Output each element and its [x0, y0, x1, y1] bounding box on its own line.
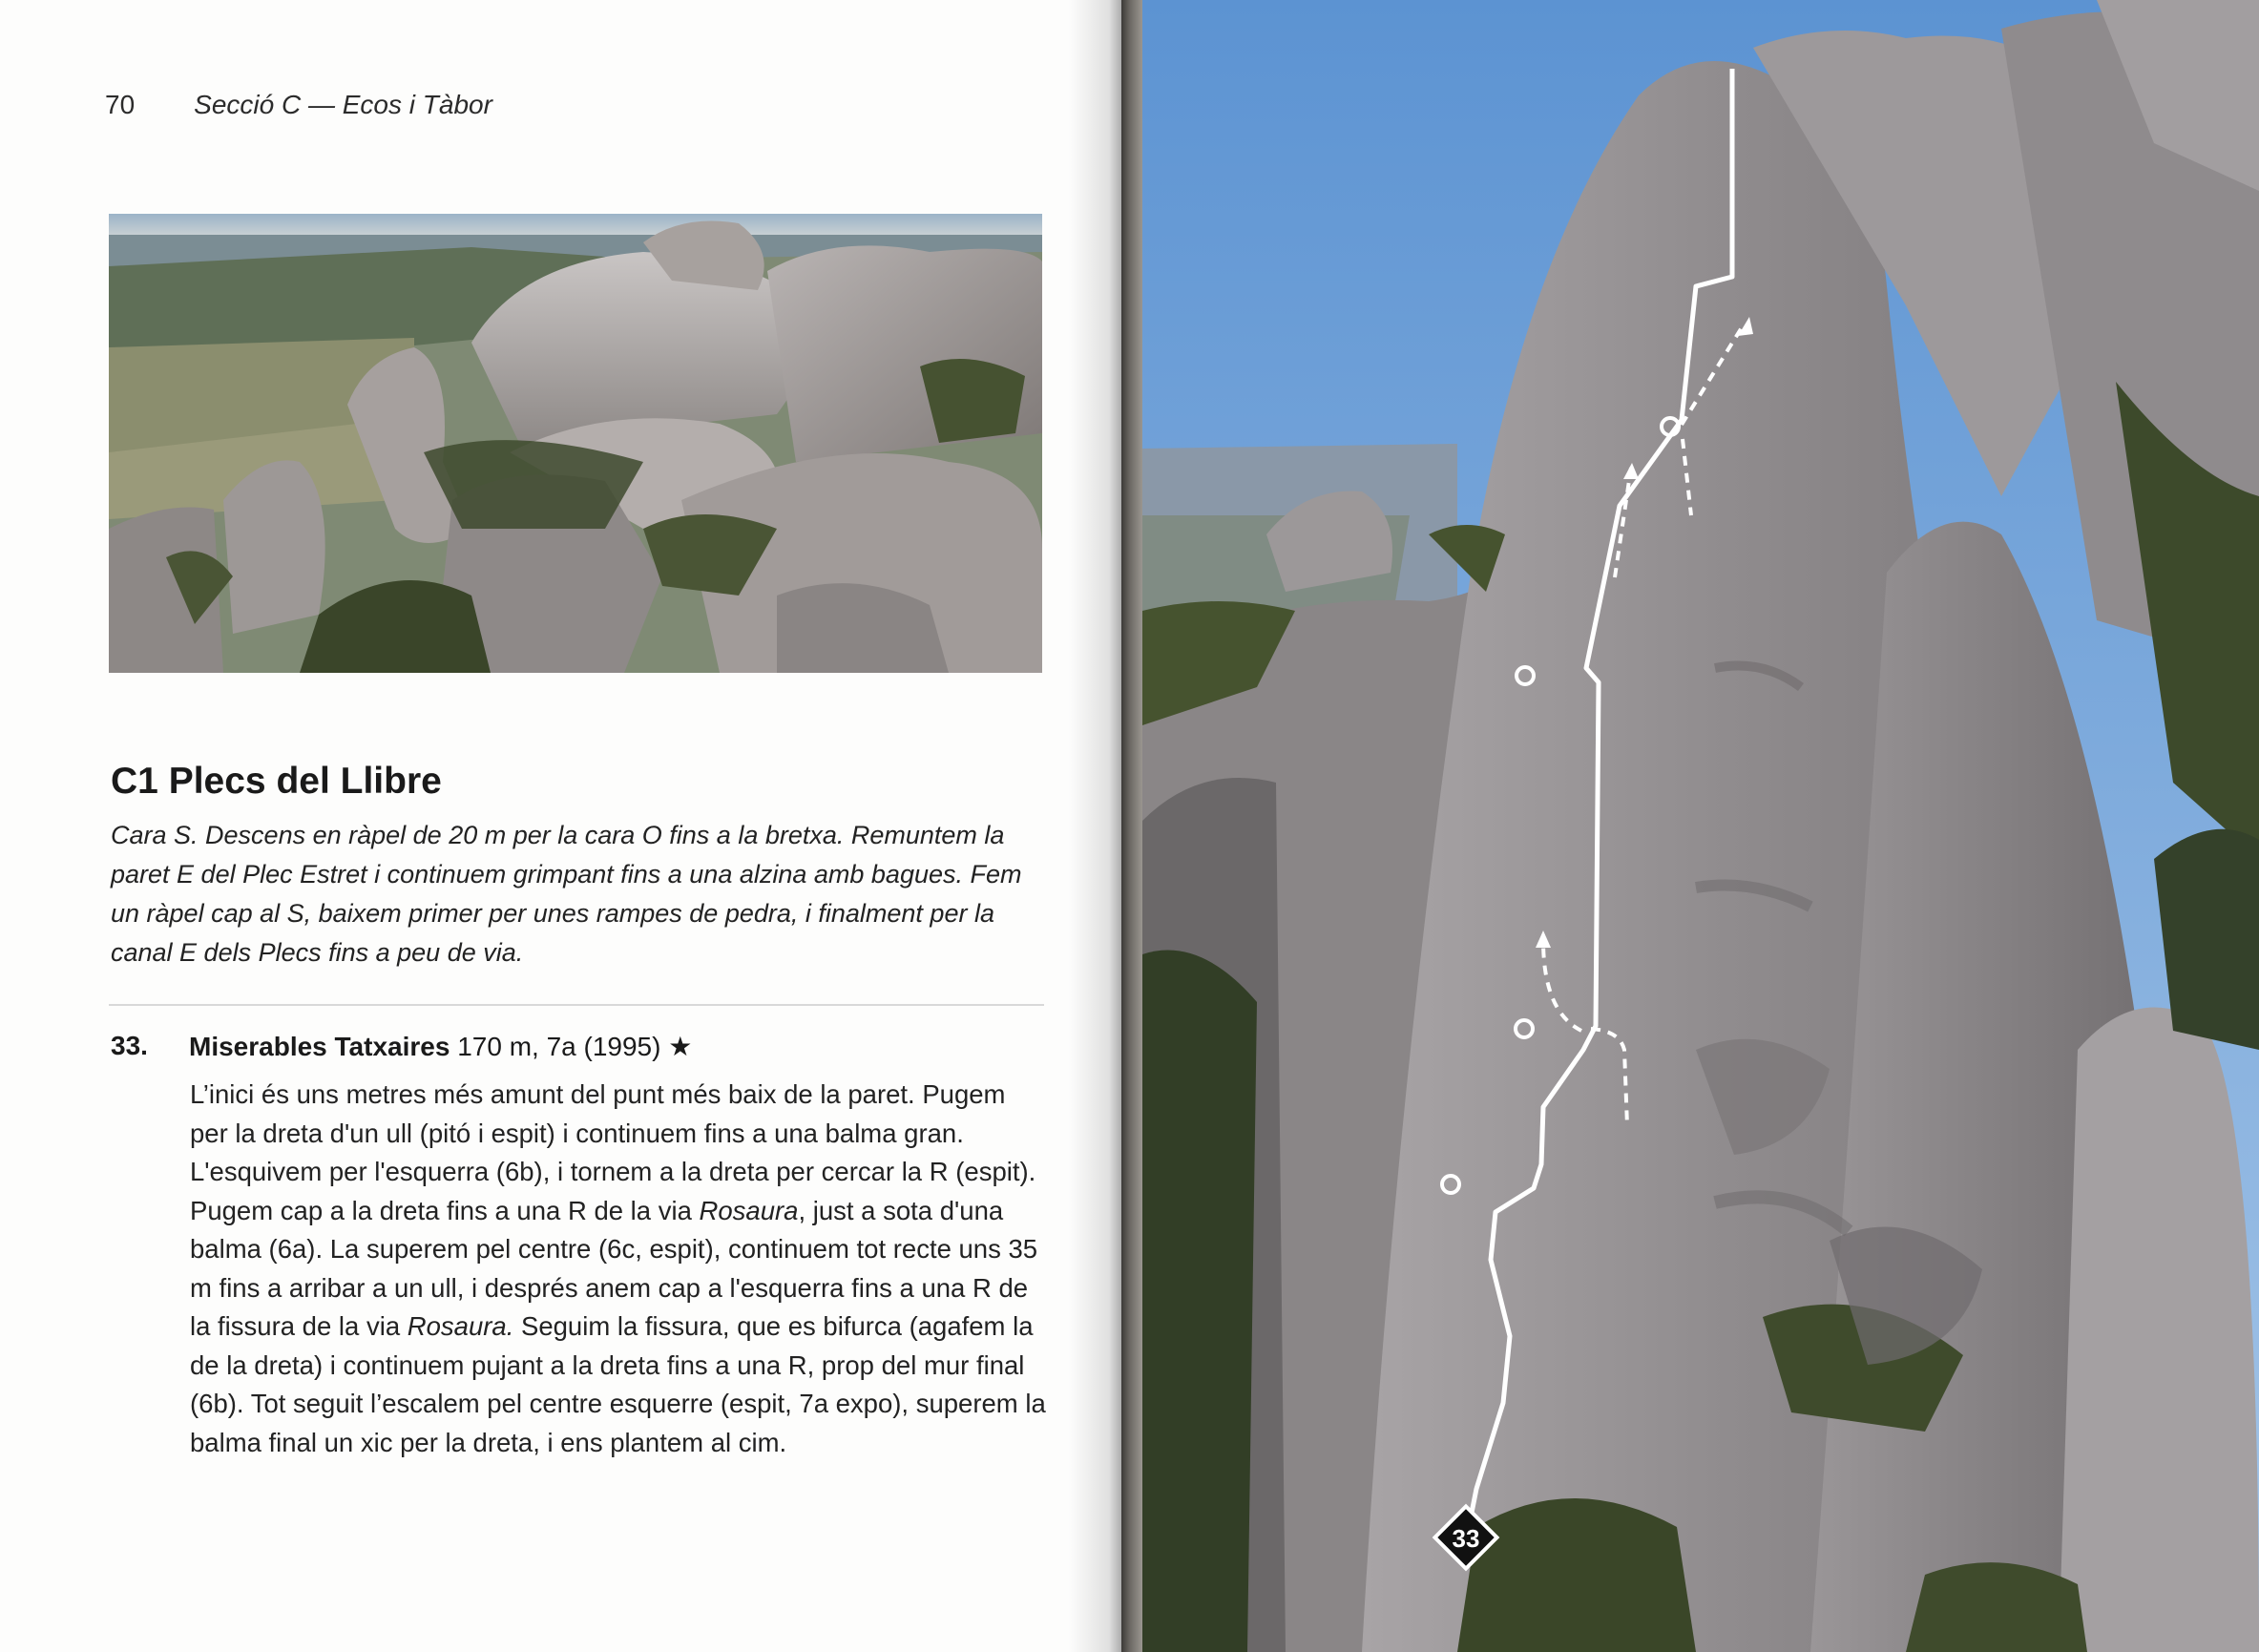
book-spine [1121, 0, 1142, 1652]
star-icon: ★ [668, 1032, 693, 1061]
section-title: Secció C — Ecos i Tàbor [194, 90, 492, 119]
route-desc-part-1: L’inici és uns metres més amunt del punt més baix de la paret. Pugem per la dreta d'un ull (pitó i espit) i continuem fins a una balma gran. L'esquivem per l'esquerra (6b), i tornem a la dreta per cercar la R (espit). Pugem cap a la dreta fins a una R de la via [190, 1079, 1036, 1225]
route-desc-part-3: Seguim la fissura, que es bifurca (agafem la de la dreta) i continuem pujant a la dreta fins a una R, prop del mur final (6b). Tot seguit l’escalem pel centre esquerre (espit, 7a expo), superem la balma final un xic per la dreta, i ens plantem al cim. [190, 1311, 1046, 1457]
running-head [105, 90, 492, 120]
page-number: 70 [105, 90, 136, 119]
route-description [190, 1076, 1049, 1462]
sector-intro: Cara S. Descens en ràpel de 20 m per la cara O fins a la bretxa. Remuntem la paret E del Plec Estret i continuem grimpant fins a una alzina amb bagues. Fem un ràpel cap al S, baixem primer per unes rampes de pedra, i finalment per la canal E dels Plecs fins a peu de via. [111, 821, 1022, 967]
route-title [189, 1031, 692, 1062]
page-gutter-shadow [1069, 0, 1126, 1652]
route-desc-ref-1: Rosaura [699, 1195, 799, 1225]
route-name: Miserables Tatxaires [189, 1032, 450, 1061]
route-details: 170 m, 7a (1995) [457, 1032, 661, 1061]
right-page [1142, 0, 2259, 1652]
route-desc-part-2: , just a sota d'una balma (6a). La superem pel centre (6c, espit), continuem tot recte uns 35 m fins a arribar a un ull, i després anem cap a l'esquerra fins a una R de la fissura de la via [190, 1195, 1038, 1341]
route-desc-ref-2: Rosaura. [407, 1311, 514, 1341]
topo-photo [1142, 0, 2259, 1652]
route-number: 33. [111, 1031, 148, 1060]
aerial-photo [109, 214, 1042, 673]
route-marker-label: 33 [1452, 1524, 1480, 1553]
left-page [0, 0, 1121, 1652]
divider [109, 1004, 1044, 1006]
aerial-photo-art [109, 214, 1042, 673]
sector-title: C1 Plecs del Llibre [111, 761, 442, 802]
